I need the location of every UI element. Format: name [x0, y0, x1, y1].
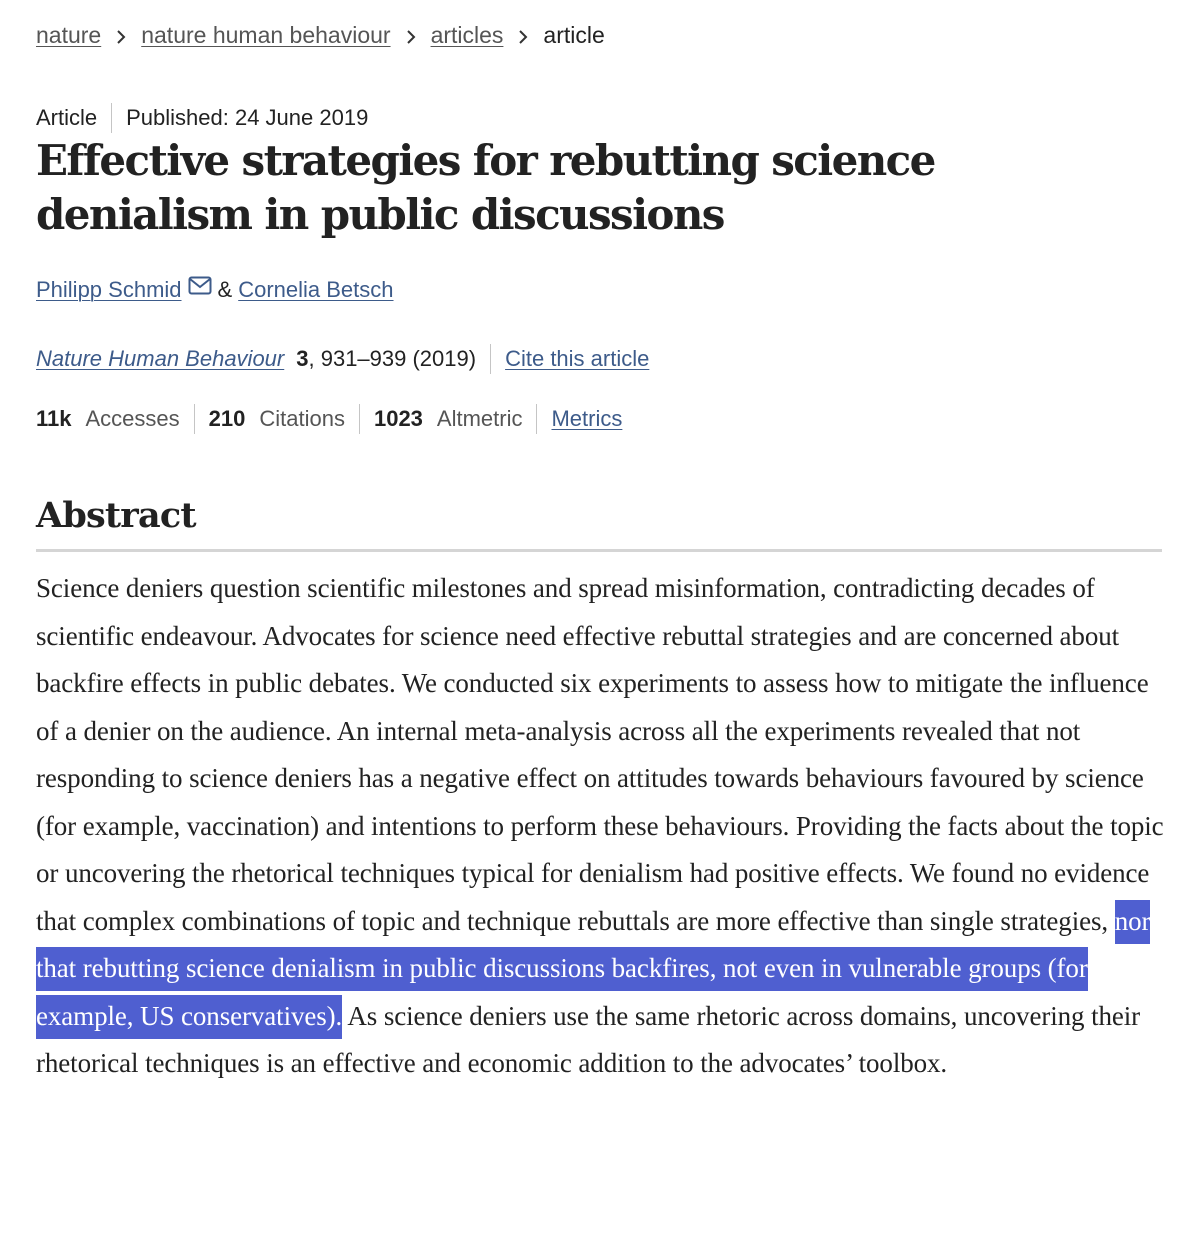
metrics-link[interactable]: Metrics [551, 406, 623, 431]
divider [194, 404, 195, 434]
chevron-right-icon [391, 20, 431, 50]
breadcrumb [36, 20, 605, 50]
author-link-betsch[interactable]: Cornelia Betsch [238, 277, 394, 302]
breadcrumb-nature-human-behaviour[interactable]: nature human behaviour [141, 22, 391, 48]
section-divider [36, 549, 1162, 552]
article-type: Article [36, 105, 98, 130]
divider [359, 404, 360, 434]
published-date: Published: 24 June 2019 [126, 105, 369, 130]
author-list [36, 275, 394, 305]
author-separator: & [217, 277, 233, 302]
citations-count: 210 [208, 406, 246, 431]
abstract-text[interactable] [36, 565, 1166, 1088]
abstract-text-part: As science deniers use the same rhetoric across domains, uncovering their rhetorical techniques is an effective and economic addition to the advocates’ toolbox. [36, 1000, 1141, 1078]
altmetric-label: Altmetric [436, 406, 523, 431]
journal-volume: 3 [296, 346, 309, 371]
breadcrumb-articles[interactable]: articles [430, 22, 504, 48]
article-meta [36, 103, 368, 133]
citations-label: Citations [259, 406, 345, 431]
journal-link[interactable]: Nature Human Behaviour [36, 346, 285, 371]
divider [490, 344, 491, 374]
divider [536, 404, 537, 434]
breadcrumb-nature[interactable]: nature [36, 22, 102, 48]
accesses-count: 11k [36, 406, 72, 431]
author-link-schmid[interactable]: Philipp Schmid [36, 277, 182, 302]
breadcrumb-current: article [543, 22, 605, 48]
abstract-heading: Abstract [36, 495, 196, 536]
cite-article-link[interactable]: Cite this article [505, 346, 650, 371]
citation-line [36, 344, 649, 374]
divider [111, 103, 112, 133]
metrics-bar [36, 404, 622, 434]
accesses-label: Accesses [85, 406, 180, 431]
selected-text-highlight[interactable]: nor that rebutting science denialism in public discussions backfires, not even in vulnerable groups (for example, US conservatives). [36, 900, 1150, 1039]
altmetric-score: 1023 [373, 406, 423, 431]
chevron-right-icon [101, 20, 141, 50]
journal-pages-year: , 931–939 (2019) [308, 346, 477, 371]
mail-icon[interactable] [188, 274, 212, 294]
page-title: Effective strategies for rebutting science denialism in public discussions [36, 136, 935, 239]
chevron-right-icon [503, 20, 543, 50]
abstract-text-part: Science deniers question scientific milestones and spread misinformation, contradicting decades of scientific endeavour. Advocates for science need effective rebuttal strategies and are concerned about backfire effects in public debates. We conducted six experiments to assess how to mitigate the influence of a denier on the audience. An internal meta-analysis across all the experiments revealed that not responding to science deniers has a negative effect on attitudes towards behaviours favoured by science (for example, vaccination) and intentions to perform these behaviours. Providing the facts about the topic or uncovering the rhetorical techniques typical for denialism had positive effects. We found no evidence that complex combinations of topic and technique rebuttals are more effective than single strategies, [36, 573, 1164, 936]
